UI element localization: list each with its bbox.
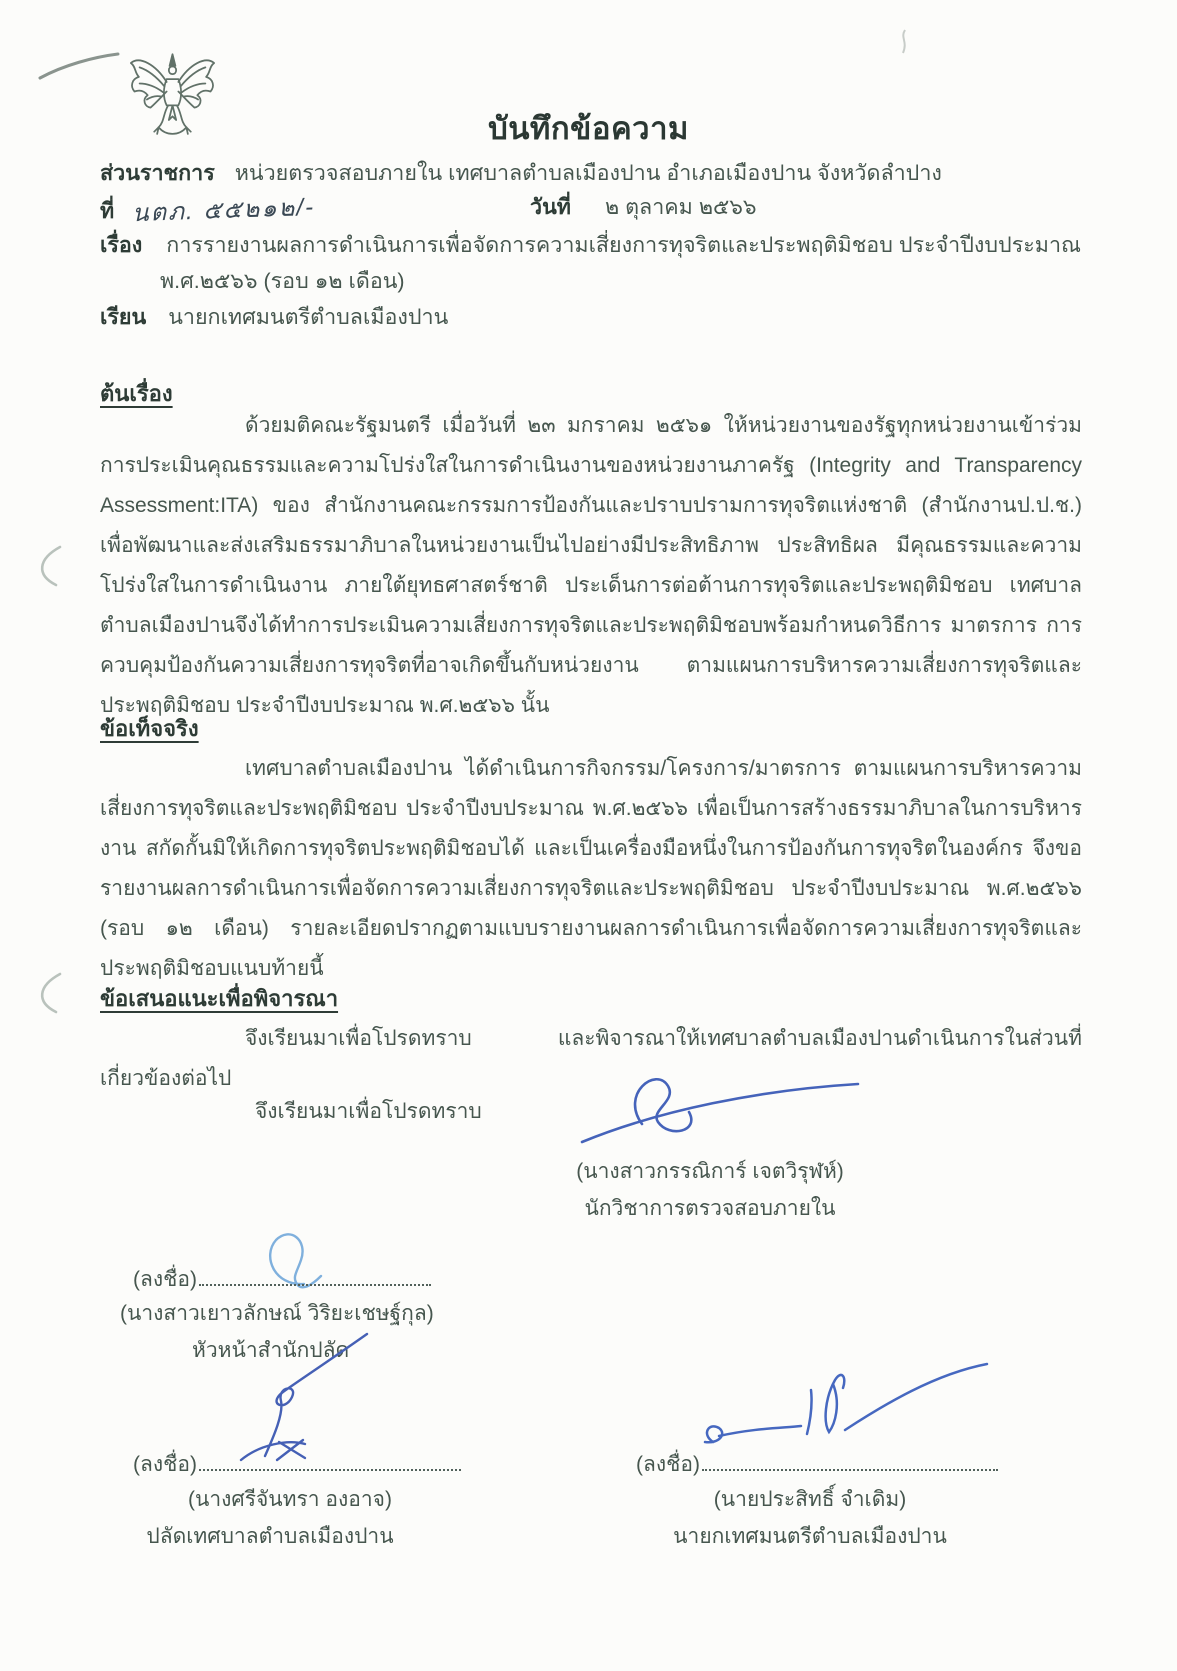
scan-artifact-arc — [32, 545, 64, 589]
signer-clerk-name: (นางศรีจันทรา องอาจ) — [188, 1488, 392, 1511]
subject-value: การรายงานผลการดำเนินการเพื่อจัดการความเสี่ยงการทุจริตและประพฤติมิชอบ ประจำปีงบประมาณ — [166, 233, 1081, 257]
signer-head-of-office-name: (นางสาวเยาวลักษณ์ วิริยะเชษฐ์กุล) — [120, 1302, 434, 1325]
sign-label: (ลงชื่อ) — [636, 1453, 700, 1476]
page-title: บันทึกข้อความ — [488, 111, 689, 146]
signer-clerk-title: ปลัดเทศบาลตำบลเมืองปาน — [146, 1525, 394, 1548]
signer-head-of-office-title: หัวหน้าสำนักปลัด — [192, 1339, 350, 1362]
section-heading-facts: ข้อเท็จจริง — [100, 716, 199, 741]
subject-continuation: พ.ศ.๒๕๖๖ (รอบ ๑๒ เดือน) — [160, 269, 405, 293]
signature-dotted-line — [199, 1270, 431, 1286]
reference-number-handwritten: นตภ. ๕๕๒๑๒/- — [131, 193, 316, 228]
agency-value: หน่วยตรวจสอบภายใน เทศบาลตำบลเมืองปาน อำเภอเมืองปาน จังหวัดลำปาง — [234, 161, 942, 185]
recipient-value: นายกเทศมนตรีตำบลเมืองปาน — [168, 305, 449, 329]
reference-label: ที่ — [100, 199, 115, 223]
section-heading-recommendation: ข้อเสนอแนะเพื่อพิจารณา — [100, 986, 339, 1011]
signature-auditor — [570, 1058, 870, 1153]
recipient-label: เรียน — [100, 305, 147, 329]
agency-label: ส่วนราชการ — [100, 161, 215, 185]
section-body-facts: เทศบาลตำบลเมืองปาน ได้ดำเนินการกิจกรรม/โครงการ/มาตรการ ตามแผนการบริหารความเสี่ยงการทุจริตและประพฤติมิชอบ ประจำปีงบประมาณ พ.ศ.๒๕๖๖ เพื่อเป็นการสร้างธรรมาภิบาลในการบริหารงาน สกัดกั้นมิให้เกิดการทุจริตประพฤติมิชอบได้ และเป็นเครื่องมือหนึ่งในการป้องกันการทุจริตในองค์กร จึงขอรายงานผลการดำเนินการเพื่อจัดการความเสี่ยงการทุจริตและประพฤติมิชอบ ประจำปีงบประมาณ พ.ศ.๒๕๖๖ (รอบ ๑๒ เดือน) รายละเอียดปรากฏตามแบบรายงานผลการดำเนินการเพื่อจัดการความเสี่ยงการทุจริตและประพฤติมิชอบแนบท้ายนี้ — [100, 757, 1082, 980]
scan-artifact-arc — [32, 972, 64, 1016]
subject-label: เรื่อง — [100, 233, 143, 257]
signer-mayor-title: นายกเทศมนตรีตำบลเมืองปาน — [673, 1525, 947, 1548]
signature-clerk — [215, 1326, 375, 1466]
signature-dotted-line — [702, 1455, 998, 1471]
sign-row-head-of-office — [133, 1263, 431, 1296]
date-value: ๒ ตุลาคม ๒๕๖๖ — [604, 195, 757, 219]
signer-auditor-name: (นางสาวกรรณิการ์ เจตวิรุฬห์) — [576, 1160, 844, 1183]
scan-artifact-mark — [893, 28, 915, 56]
date-label: วันที่ — [530, 195, 571, 219]
reference-line — [100, 190, 315, 229]
sign-label: (ลงชื่อ) — [133, 1268, 197, 1291]
section-body-origin: ด้วยมติคณะรัฐมนตรี เมื่อวันที่ ๒๓ มกราคม ๒๕๖๑ ให้หน่วยงานของรัฐทุกหน่วยงานเข้าร่วมการประเมินคุณธรรมและความโปร่งใสในการดำเนินงานของหน่วยงานภาครัฐ (Integrity and Transparency Assessment:ITA) ของ สำนักงานคณะกรรมการป้องกันและปราบปรามการทุจริตแห่งชาติ (สำนักงานป.ป.ช.) เพื่อพัฒนาและส่งเสริมธรรมาภิบาลในหน่วยงานเป็นไปอย่างมีประสิทธิภาพ ประสิทธิผล มีคุณธรรมและความโปร่งใสในการดำเนินงาน ภายใต้ยุทธศาสตร์ชาติ ประเด็นการต่อต้านการทุจริตและประพฤติมิชอบ เทศบาลตำบลเมืองปานจึงได้ทำการประเมินความเสี่ยงการทุจริตและประพฤติมิชอบพร้อมกำหนดวิธีการ มาตรการ การควบคุมป้องกันความเสี่ยงการทุจริตที่อาจเกิดขึ้นกับหน่วยงาน ตามแผนการบริหารความเสี่ยงการทุจริตและประพฤติมิชอบ ประจำปีงบประมาณ พ.ศ.๒๕๖๖ นั้น — [100, 414, 1082, 717]
recipient-line — [100, 300, 448, 334]
garuda-emblem-icon — [125, 48, 220, 154]
scan-artifact-pen-stroke — [38, 50, 120, 82]
sign-row-clerk — [133, 1448, 461, 1481]
signer-mayor-name: (นายประสิทธิ์ จำเดิม) — [713, 1488, 907, 1511]
signature-mayor — [665, 1350, 995, 1458]
subject-line — [100, 228, 1081, 262]
section-body-recommendation: จึงเรียนมาเพื่อโปรดทราบ และพิจารณาให้เทศบาลตำบลเมืองปานดำเนินการในส่วนที่เกี่ยวข้องต่อไป — [100, 1027, 1082, 1090]
date-line — [530, 190, 757, 224]
closing-line: จึงเรียนมาเพื่อโปรดทราบ — [255, 1100, 482, 1123]
agency-line — [100, 156, 942, 190]
sign-label: (ลงชื่อ) — [133, 1453, 197, 1476]
signature-dotted-line — [199, 1455, 461, 1471]
sign-row-mayor — [636, 1448, 998, 1481]
signer-auditor-title: นักวิชาการตรวจสอบภายใน — [584, 1197, 836, 1220]
section-heading-origin: ต้นเรื่อง — [100, 381, 173, 406]
